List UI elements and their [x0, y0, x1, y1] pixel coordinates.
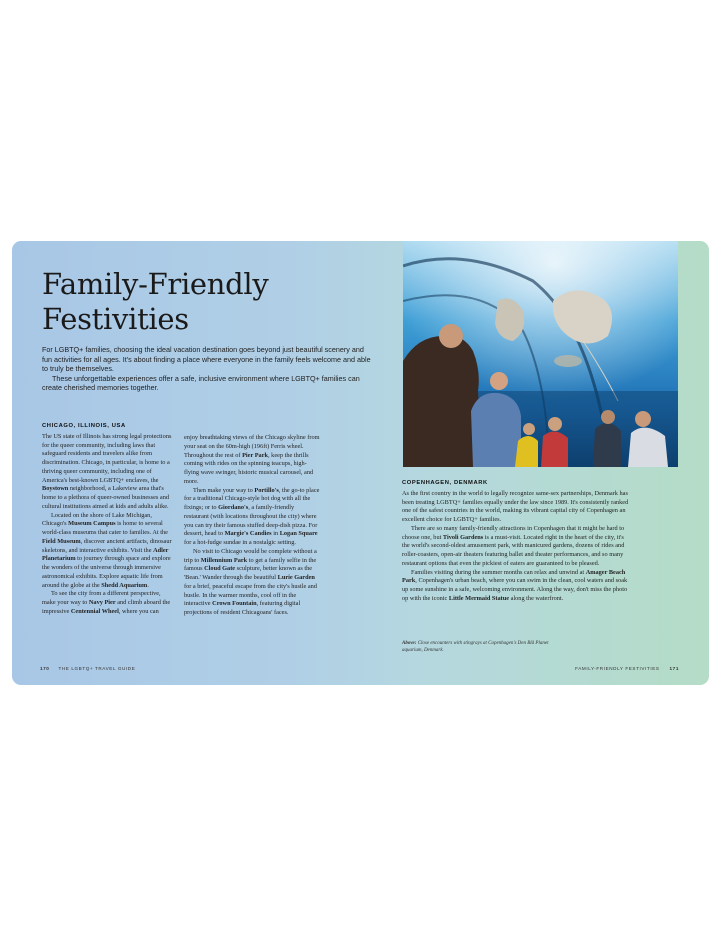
page-number-left: 170 [40, 666, 50, 671]
intro-paragraph: These unforgettable experiences offer a safe, inclusive environment where LGBTQ+ families can create cherished memories together. [42, 373, 360, 393]
body-paragraph: To see the city from a different perspective, make your way to Navy Pier and climb aboard the impressive Centennial Wheel, where you can [42, 590, 171, 615]
page-title [42, 267, 269, 337]
section-heading-copenhagen: COPENHAGEN, DENMARK [402, 480, 488, 486]
aquarium-photo [403, 241, 678, 467]
book-spread [12, 241, 709, 685]
page-number-right: 171 [669, 666, 679, 671]
chicago-column-2 [184, 434, 320, 618]
body-paragraph: Then make your way to Portillo's, the go-to place for a traditional Chicago-style hot dog with all the fixings; or to Giordano's, a family-friendly restaurant (with locations throughout the city) where you can try their famous stuffed deep-dish pizza. For dessert, head to Margie's Candies in Logan Square for a hot-fudge sundae in a nostalgic setting. [184, 486, 320, 546]
body-paragraph: Located on the shore of Lake Michigan, Chicago's Museum Campus is home to several world-class museums that cater to families. At the Field Museum, discover ancient artifacts, dinosaur skeletons, and interactive exhibits. Visit the Adler Planetarium to journey through space and explore the wonders of the universe through immersive astronomical exhibits. Explore aquatic life from around the globe at the Shedd Aquarium. [42, 511, 172, 589]
copenhagen-column [402, 479, 632, 604]
running-head-left: THE LGBTQ+ TRAVEL GUIDE [58, 666, 136, 671]
body-paragraph: No visit to Chicago would be complete without a trip to Millennium Park to get a family selfie in the famous Cloud Gate sculpture, better known as the 'Bean.' Wander through the beautiful Lurie Garden for a brief, peaceful escape from the city's hustle and bustle. In the warmer months, cool off in the interactive Crown Fountain, featuring digital projections of resident Chicagoans' faces. [184, 547, 317, 616]
section-heading-chicago: CHICAGO, ILLINOIS, USA [42, 423, 126, 429]
title-line-1: Family-Friendly [42, 267, 269, 301]
photo-caption: Above: Close encounters with stingrays at Copenhagen's Den Blå Planet aquarium, Denmark. [402, 641, 549, 653]
body-paragraph: Families visiting during the summer months can relax and unwind at Amager Beach Park, Copenhagen's urban beach, where you can swim in the clean, cool waters and soak up some sunshine in a safe, welcoming environment. Along the way, don't miss the photo op with the iconic Little Mermaid Statue along the waterfront. [402, 568, 628, 602]
body-paragraph: enjoy breathtaking views of the Chicago skyline from your seat on the 60m-high (196ft) Ferris wheel. Throughout the rest of Pier Park, keep the thrills coming with rides on the spinning teacups, high-flying wave swinger, historic musical carousel, and more. [184, 434, 320, 485]
intro-text [42, 345, 372, 393]
body-paragraph: There are so many family-friendly attractions in Copenhagen that it might be hard to choose one, but Tivoli Gardens is a must-visit. Located right in the heart of the city, it's the world's second-oldest amusement park, with manicured gardens, dozens of rides and roller-coasters, open-air theaters featuring ballet and theater performances, and so many restaurant options that even the pickiest of eaters are guaranteed to be pleased. [402, 524, 625, 567]
footer-right [575, 666, 679, 671]
intro-paragraph: For LGBTQ+ families, choosing the ideal vacation destination goes beyond just beautiful scenery and fun activities for all ages. It's about finding a place where everyone in the family feels welcome and able to truly be themselves. [42, 345, 371, 374]
body-paragraph: The US state of Illinois has strong legal protections for the queer community, including laws that safeguard residents and travelers alike from discrimination. Chicago, in particular, is home to a thriving queer community, including one of America's best-known LGBTQ+ enclaves, the Boystown neighborhood, a Lakeview area that's home to a plethora of queer-owned businesses and cultural institutions aimed at kids and adults alike. [42, 432, 172, 510]
footer-left [40, 666, 135, 671]
running-head-right: FAMILY-FRIENDLY FESTIVITIES [575, 666, 660, 671]
chicago-column-1 [42, 422, 172, 617]
title-line-2: Festivities [42, 302, 189, 336]
body-paragraph: As the first country in the world to legally recognize same-sex partnerships, Denmark has been treating LGBTQ+ families equally under the law since 1989. It's consistently ranked one of the safest countries in the world, making its vibrant capital city of Copenhagen an excellent choice for LGBTQ+ families. [402, 489, 629, 523]
